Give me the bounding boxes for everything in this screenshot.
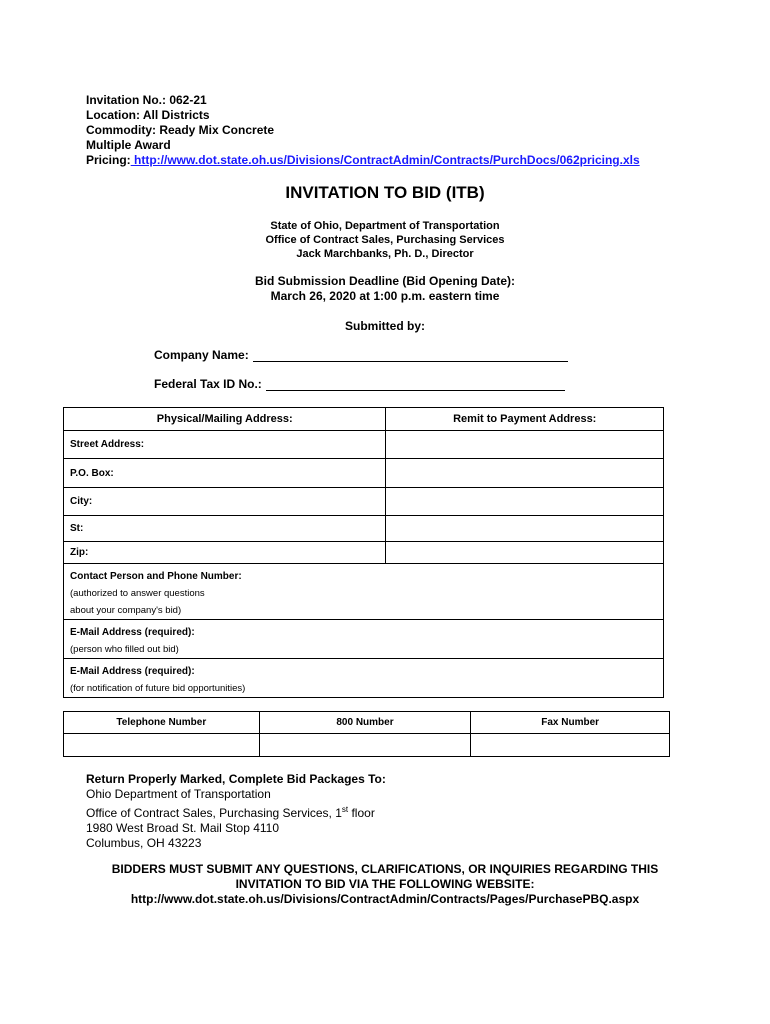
email-bid-cell[interactable] <box>64 620 664 659</box>
remit-po-box-cell[interactable] <box>386 459 664 488</box>
company-name-row <box>154 348 568 362</box>
state-cell[interactable]: St: <box>64 516 386 542</box>
invitation-header <box>86 93 640 168</box>
return-address-block <box>86 772 386 851</box>
physical-address-header: Physical/Mailing Address: <box>64 408 386 431</box>
contact-person-note-2: about your company's bid) <box>70 605 182 616</box>
agency-line-1: State of Ohio, Department of Transportation <box>270 220 500 232</box>
bidders-line-1: BIDDERS MUST SUBMIT ANY QUESTIONS, CLARIFICATIONS, OR INQUIRIES REGARDING THIS <box>111 862 659 876</box>
email-notification-label: E-Mail Address (required): <box>70 666 195 677</box>
deadline-label: Bid Submission Deadline (Bid Opening Date): <box>254 274 515 288</box>
telephone-field[interactable] <box>64 734 260 757</box>
federal-tax-id-row <box>154 377 565 391</box>
contact-person-label: Contact Person and Phone Number: <box>70 571 242 582</box>
remit-street-cell[interactable] <box>386 431 664 459</box>
street-address-cell[interactable]: Street Address: <box>64 431 386 459</box>
deadline-block <box>0 274 770 304</box>
return-line-2 <box>86 802 386 821</box>
email-bid-note: (person who filled out bid) <box>70 644 179 655</box>
document-title: INVITATION TO BID (ITB) <box>285 183 485 202</box>
award-type: Multiple Award <box>86 138 171 152</box>
email-notification-note: (for notification of future bid opportunities) <box>70 683 246 694</box>
pricing-line <box>86 153 640 168</box>
company-name-field[interactable] <box>253 350 568 362</box>
zip-cell[interactable]: Zip: <box>64 542 386 564</box>
fax-number-header: Fax Number <box>471 712 670 734</box>
agency-line-2: Office of Contract Sales, Purchasing Services <box>265 234 505 246</box>
pricing-link[interactable]: http://www.dot.state.oh.us/Divisions/ContractAdmin/Contracts/PurchDocs/062pricing.xls <box>130 153 640 167</box>
remit-state-cell[interactable] <box>386 516 664 542</box>
remit-zip-cell[interactable] <box>386 542 664 564</box>
federal-tax-id-label: Federal Tax ID No.: <box>154 377 262 391</box>
800-number-field[interactable] <box>259 734 471 757</box>
commodity: Commodity: Ready Mix Concrete <box>86 123 275 137</box>
return-heading: Return Properly Marked, Complete Bid Packages To: <box>86 772 386 786</box>
telephone-header: Telephone Number <box>64 712 260 734</box>
agency-block <box>0 219 770 261</box>
bidders-notice <box>0 862 770 907</box>
location: Location: All Districts <box>86 108 210 122</box>
bidders-website-link[interactable]: http://www.dot.state.oh.us/Divisions/ContractAdmin/Contracts/Pages/PurchasePBQ.aspx <box>130 892 640 906</box>
po-box-cell[interactable]: P.O. Box: <box>64 459 386 488</box>
return-line-1: Ohio Department of Transportation <box>86 787 271 801</box>
submitted-by-label: Submitted by: <box>345 319 425 333</box>
return-line-4: Columbus, OH 43223 <box>86 836 202 850</box>
fax-number-field[interactable] <box>471 734 670 757</box>
city-cell[interactable]: City: <box>64 488 386 516</box>
remit-city-cell[interactable] <box>386 488 664 516</box>
email-notification-cell[interactable] <box>64 659 664 698</box>
address-table <box>63 407 664 698</box>
pricing-label: Pricing: <box>86 153 131 167</box>
invitation-number: Invitation No.: 062-21 <box>86 93 207 107</box>
return-line-2-end: floor <box>348 806 375 820</box>
contact-person-cell[interactable] <box>64 564 664 620</box>
return-line-3: 1980 West Broad St. Mail Stop 4110 <box>86 821 280 835</box>
phone-table <box>63 711 670 757</box>
deadline-date: March 26, 2020 at 1:00 p.m. eastern time <box>270 289 500 303</box>
federal-tax-id-field[interactable] <box>266 379 565 391</box>
remit-address-header: Remit to Payment Address: <box>386 408 664 431</box>
email-bid-label: E-Mail Address (required): <box>70 627 195 638</box>
return-line-2-sup: st <box>341 805 349 814</box>
return-line-2-text: Office of Contract Sales, Purchasing Services, 1 <box>86 806 342 820</box>
agency-line-3: Jack Marchbanks, Ph. D., Director <box>296 248 474 260</box>
company-name-label: Company Name: <box>154 348 249 362</box>
bidders-line-2: INVITATION TO BID VIA THE FOLLOWING WEBSITE: <box>235 877 535 891</box>
contact-person-note-1: (authorized to answer questions <box>70 588 205 599</box>
800-number-header: 800 Number <box>259 712 471 734</box>
